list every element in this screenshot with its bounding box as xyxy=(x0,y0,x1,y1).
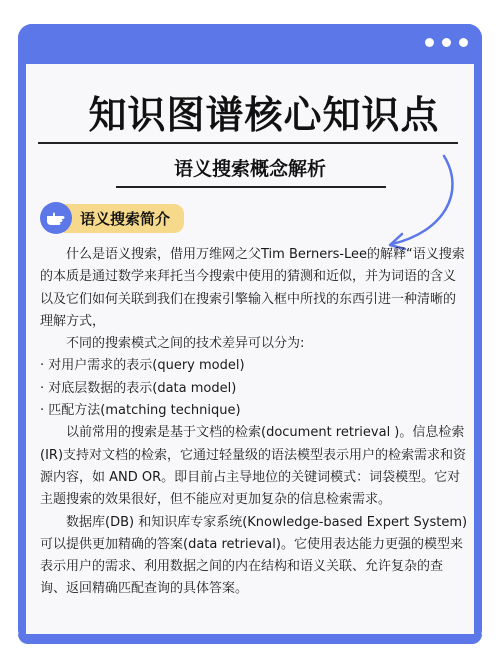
frame-top-bar xyxy=(18,24,482,64)
list-item: · 对底层数据的表示(data model) xyxy=(40,380,237,396)
window-dots xyxy=(425,38,468,47)
title-rule-bottom xyxy=(116,186,386,188)
dot-icon xyxy=(425,38,434,47)
section-heading xyxy=(40,202,184,234)
paragraph: 什么是语义搜索，借用万维网之父Tim Berners-Lee的解释“语义搜索的本质是通过数学来拜托当今搜索中使用的猜测和近似，并为词语的含义以及它们如何关联到我们在搜索引擎输入框中所找的东西引进一种清晰的理解方式， xyxy=(40,247,465,329)
content-card xyxy=(26,64,474,634)
title-rule-top xyxy=(38,142,458,144)
pointing-hand-icon xyxy=(40,202,72,234)
dot-icon xyxy=(459,38,468,47)
list-item: · 对用户需求的表示(query model) xyxy=(40,358,245,374)
paragraph: 数据库(DB) 和知识库专家系统(Knowledge-based Expert System)可以提供更加精确的答案(data retrieval)。它使用表达能力更强的模型来表示用户的需求、利用数据之间的内在结构和语义关联、允许复杂的查询、返回精确匹配查询的具体答案。 xyxy=(40,514,468,597)
main-title: 知识图谱核心知识点 xyxy=(88,93,440,137)
section-title: 语义搜索简介 xyxy=(64,204,184,233)
page-frame xyxy=(18,24,482,644)
subtitle: 语义搜索概念解析 xyxy=(173,158,326,180)
curved-arrow-icon xyxy=(374,152,460,252)
frame-bottom-bar xyxy=(18,634,482,644)
paragraph: 不同的搜索模式之间的技术差异可以分为: xyxy=(66,336,305,352)
paragraph: 以前常用的搜索是基于文档的检索(document retrieval )。信息检索(IR)支持对文档的检索，它通过轻量级的语法模型表示用户的检索需求和资源内容，如 AND OR。即目前占主导地位的关键词模式：词袋模型。它对主题搜索的效果很好，但不能应对更加复杂的信息检索需求。 xyxy=(40,425,467,508)
list-item: · 匹配方法(matching technique) xyxy=(40,403,241,419)
dot-icon xyxy=(442,38,451,47)
body-text xyxy=(40,244,468,601)
